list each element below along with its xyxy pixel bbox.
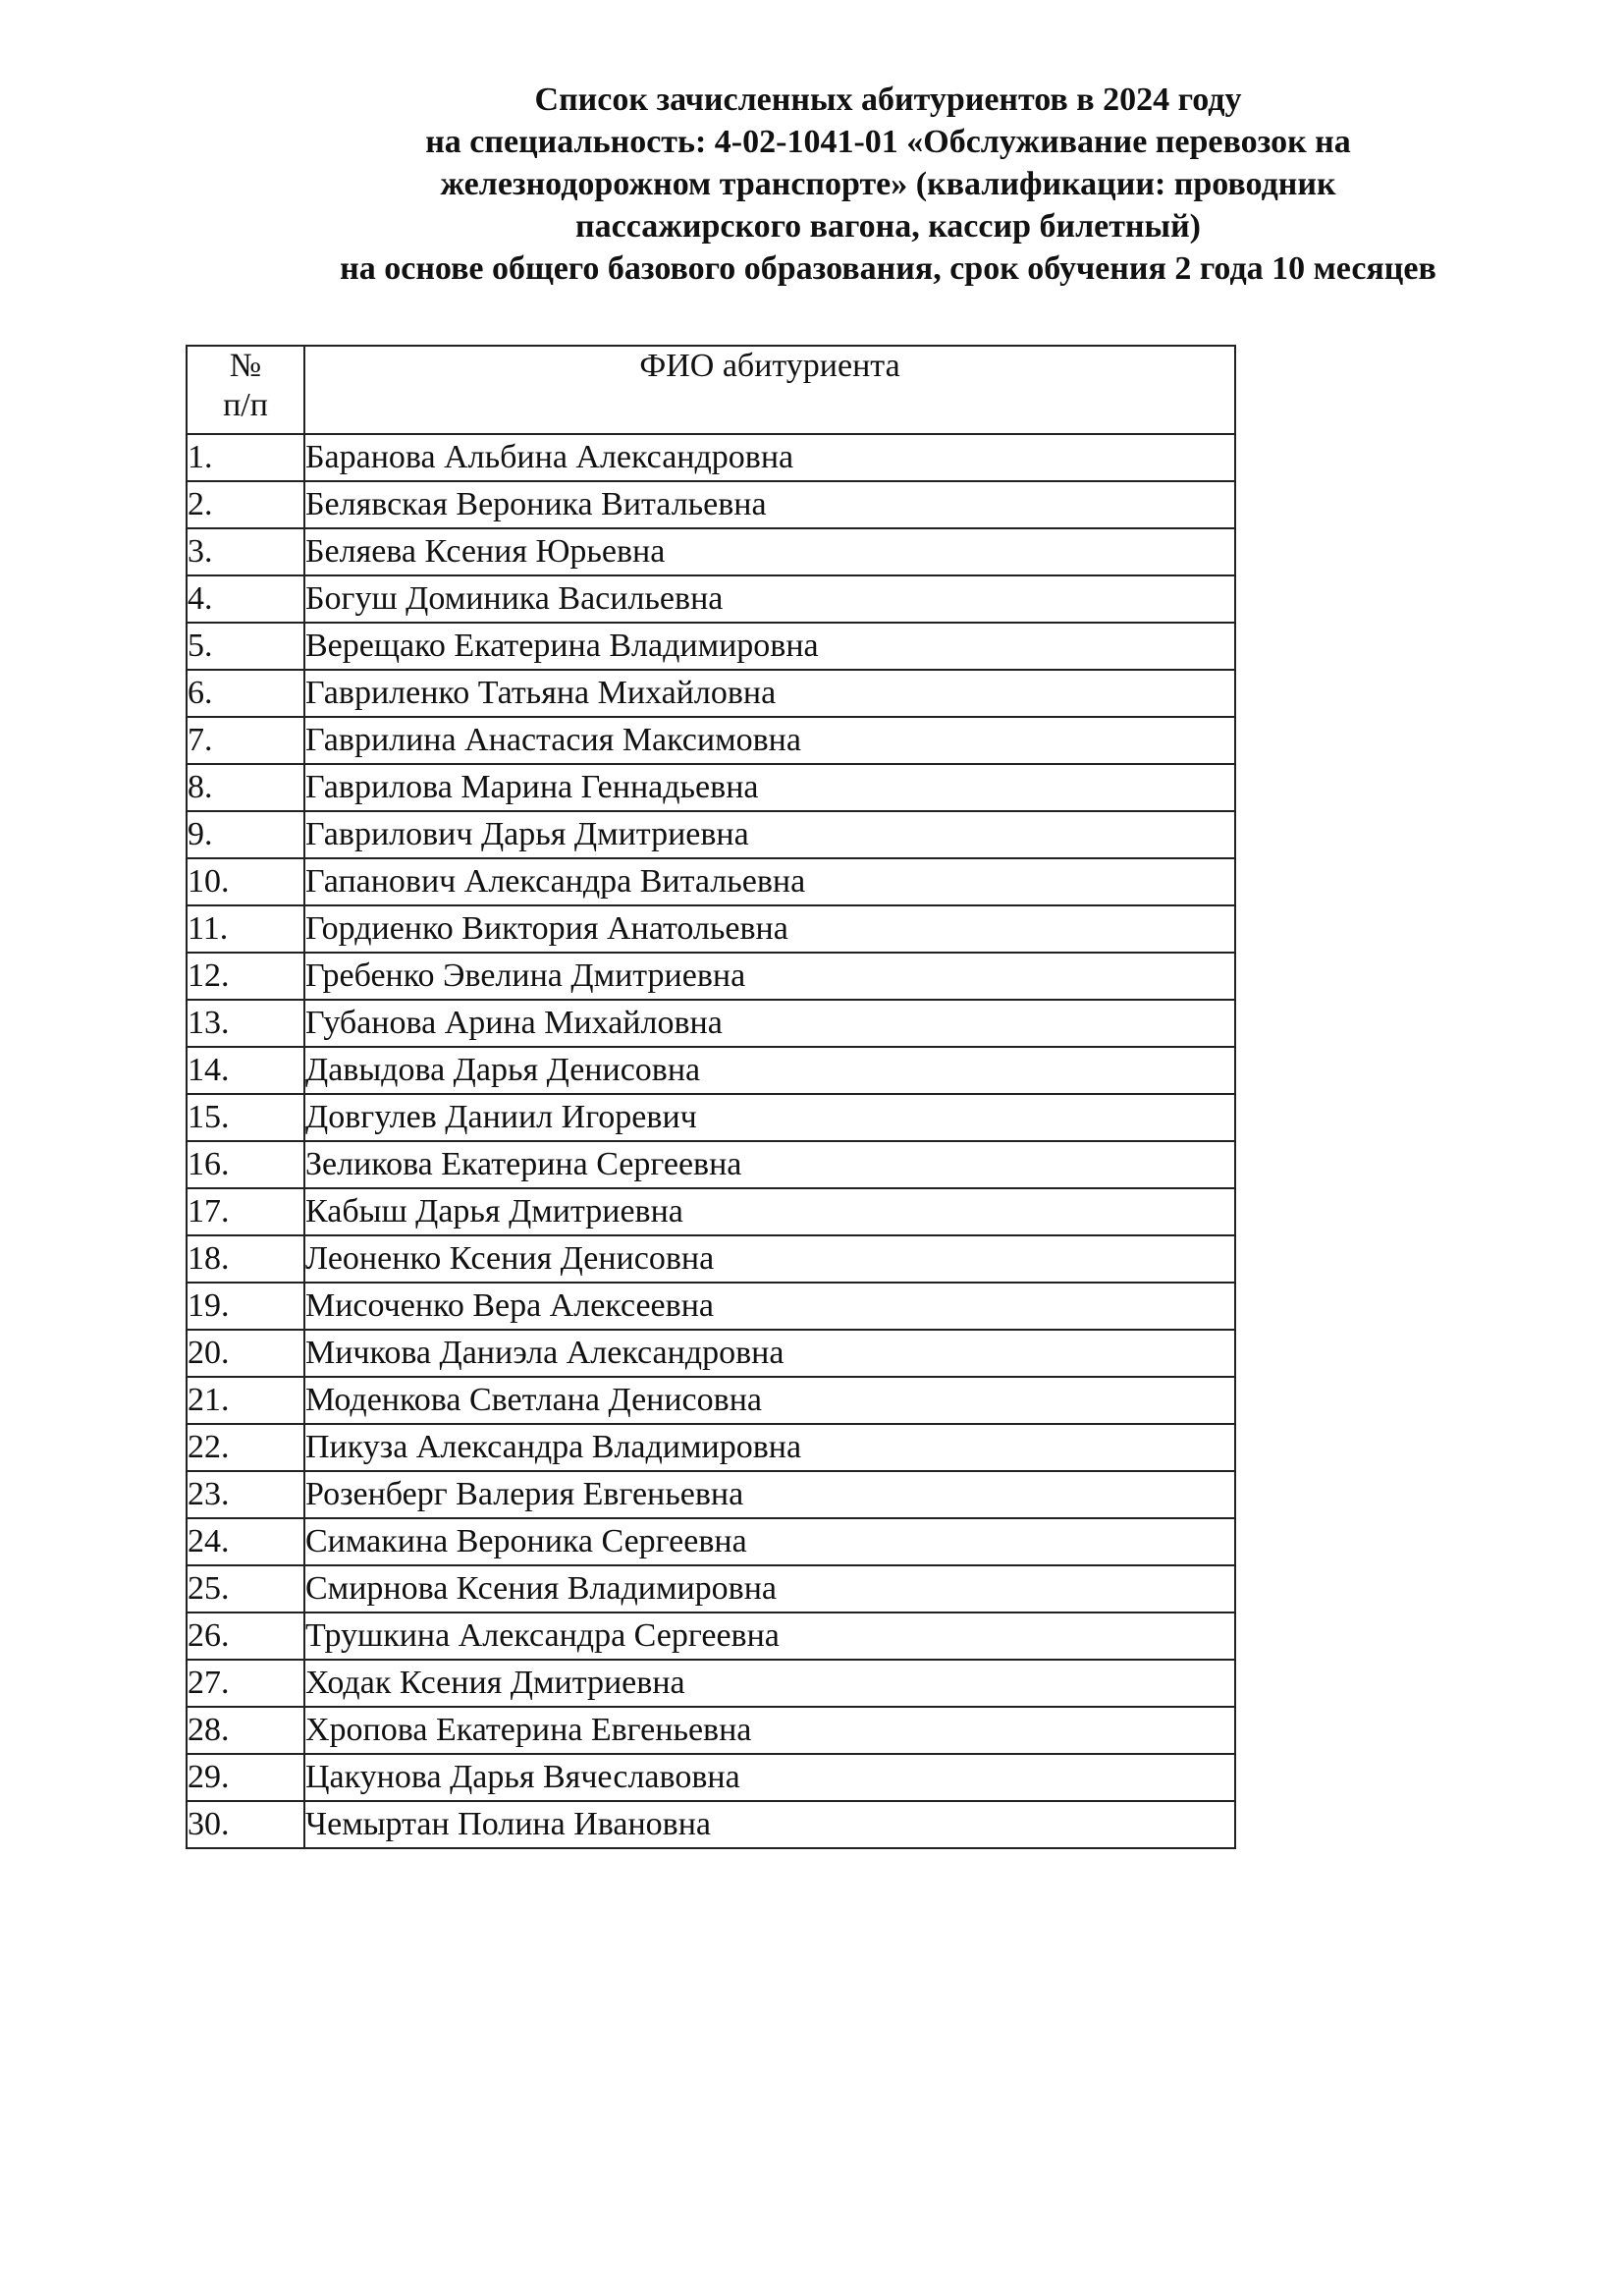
column-header-number: [187, 346, 304, 434]
table-row: [187, 764, 1235, 811]
table-row: [187, 481, 1235, 528]
table-row: [187, 1801, 1235, 1848]
row-number: 22.: [187, 1424, 304, 1471]
title-line-1: Список зачисленных абитуриентов в 2024 году: [534, 82, 1242, 118]
row-number: 4.: [187, 575, 304, 623]
applicant-name: Трушкина Александра Сергеевна: [304, 1613, 1235, 1660]
applicant-name: Мичкова Даниэла Александровна: [304, 1330, 1235, 1377]
table-row: [187, 1188, 1235, 1235]
table-row: [187, 953, 1235, 1000]
applicant-name: Моденкова Светлана Денисовна: [304, 1377, 1235, 1424]
table-row: [187, 1754, 1235, 1801]
table-row: [187, 1660, 1235, 1707]
applicant-name: Довгулев Даниил Игоревич: [304, 1094, 1235, 1141]
applicant-name: Гаврилович Дарья Дмитриевна: [304, 811, 1235, 858]
row-number: 14.: [187, 1047, 304, 1094]
row-number: 12.: [187, 953, 304, 1000]
row-number: 24.: [187, 1518, 304, 1565]
table-header-row: [187, 346, 1235, 434]
table-row: [187, 1518, 1235, 1565]
row-number: 30.: [187, 1801, 304, 1848]
row-number: 8.: [187, 764, 304, 811]
row-number: 28.: [187, 1707, 304, 1754]
applicant-name: Цакунова Дарья Вячеславовна: [304, 1754, 1235, 1801]
applicant-name: Хропова Екатерина Евгеньевна: [304, 1707, 1235, 1754]
table-row: [187, 575, 1235, 623]
table-row: [187, 811, 1235, 858]
applicant-name: Гордиенко Виктория Анатольевна: [304, 905, 1235, 953]
row-number: 10.: [187, 858, 304, 905]
applicant-name: Беляева Ксения Юрьевна: [304, 528, 1235, 575]
row-number: 27.: [187, 1660, 304, 1707]
applicant-name: Леоненко Ксения Денисовна: [304, 1235, 1235, 1283]
table-row: [187, 1283, 1235, 1330]
table-row: [187, 1094, 1235, 1141]
applicant-name: Губанова Арина Михайловна: [304, 1000, 1235, 1047]
applicant-name: Смирнова Ксения Владимировна: [304, 1565, 1235, 1613]
table-row: [187, 670, 1235, 717]
table-body: [187, 434, 1235, 1848]
table-row: [187, 1707, 1235, 1754]
table-row: [187, 1141, 1235, 1188]
row-number: 19.: [187, 1283, 304, 1330]
title-line-5: на основе общего базового образования, срок обучения 2 года 10 месяцев: [340, 250, 1436, 287]
row-number: 13.: [187, 1000, 304, 1047]
row-number: 6.: [187, 670, 304, 717]
row-number: 15.: [187, 1094, 304, 1141]
applicant-name: Кабыш Дарья Дмитриевна: [304, 1188, 1235, 1235]
applicant-name: Пикуза Александра Владимировна: [304, 1424, 1235, 1471]
applicant-name: Гаврилова Марина Геннадьевна: [304, 764, 1235, 811]
row-number: 11.: [187, 905, 304, 953]
column-header-name: ФИО абитуриента: [304, 346, 1235, 434]
row-number: 5.: [187, 623, 304, 670]
table-row: [187, 1377, 1235, 1424]
row-number: 26.: [187, 1613, 304, 1660]
table-row: [187, 1235, 1235, 1283]
applicant-name: Чемыртан Полина Ивановна: [304, 1801, 1235, 1848]
row-number: 1.: [187, 434, 304, 481]
row-number: 2.: [187, 481, 304, 528]
applicant-name: Зеликова Екатерина Сергеевна: [304, 1141, 1235, 1188]
row-number: 25.: [187, 1565, 304, 1613]
row-number: 23.: [187, 1471, 304, 1518]
applicant-name: Баранова Альбина Александровна: [304, 434, 1235, 481]
applicant-name: Гаврилина Анастасия Максимовна: [304, 717, 1235, 764]
table-row: [187, 528, 1235, 575]
table-row: [187, 1565, 1235, 1613]
table-row: [187, 623, 1235, 670]
applicant-name: Давыдова Дарья Денисовна: [304, 1047, 1235, 1094]
applicant-name: Белявская Вероника Витальевна: [304, 481, 1235, 528]
applicant-name: Верещако Екатерина Владимировна: [304, 623, 1235, 670]
applicant-name: Богуш Доминика Васильевна: [304, 575, 1235, 623]
row-number: 21.: [187, 1377, 304, 1424]
row-number: 16.: [187, 1141, 304, 1188]
applicant-name: Ходак Ксения Дмитриевна: [304, 1660, 1235, 1707]
applicant-name: Гавриленко Татьяна Михайловна: [304, 670, 1235, 717]
table-row: [187, 1047, 1235, 1094]
applicant-name: Гапанович Александра Витальевна: [304, 858, 1235, 905]
table-row: [187, 1471, 1235, 1518]
table-row: [187, 434, 1235, 481]
row-number: 9.: [187, 811, 304, 858]
title-line-2: на специальность: 4-02-1041-01 «Обслуживание перевозок на: [425, 124, 1351, 160]
applicant-name: Мисоченко Вера Алексеевна: [304, 1283, 1235, 1330]
table-row: [187, 1000, 1235, 1047]
table-row: [187, 1424, 1235, 1471]
column-header-number-abbr: п/п: [223, 387, 268, 423]
row-number: 3.: [187, 528, 304, 575]
row-number: 18.: [187, 1235, 304, 1283]
row-number: 20.: [187, 1330, 304, 1377]
row-number: 29.: [187, 1754, 304, 1801]
table-row: [187, 717, 1235, 764]
title-line-4: пассажирского вагона, кассир билетный): [575, 208, 1201, 245]
title-line-3: железнодорожном транспорте» (квалификации: проводник: [440, 166, 1336, 202]
row-number: 17.: [187, 1188, 304, 1235]
applicants-table: [186, 345, 1236, 1849]
table-row: [187, 905, 1235, 953]
document-title: [0, 79, 1623, 290]
table-row: [187, 1613, 1235, 1660]
applicant-name: Симакина Вероника Сергеевна: [304, 1518, 1235, 1565]
applicant-name: Розенберг Валерия Евгеньевна: [304, 1471, 1235, 1518]
column-header-number-symbol: №: [229, 348, 262, 384]
row-number: 7.: [187, 717, 304, 764]
table-row: [187, 858, 1235, 905]
table-row: [187, 1330, 1235, 1377]
applicant-name: Гребенко Эвелина Дмитриевна: [304, 953, 1235, 1000]
